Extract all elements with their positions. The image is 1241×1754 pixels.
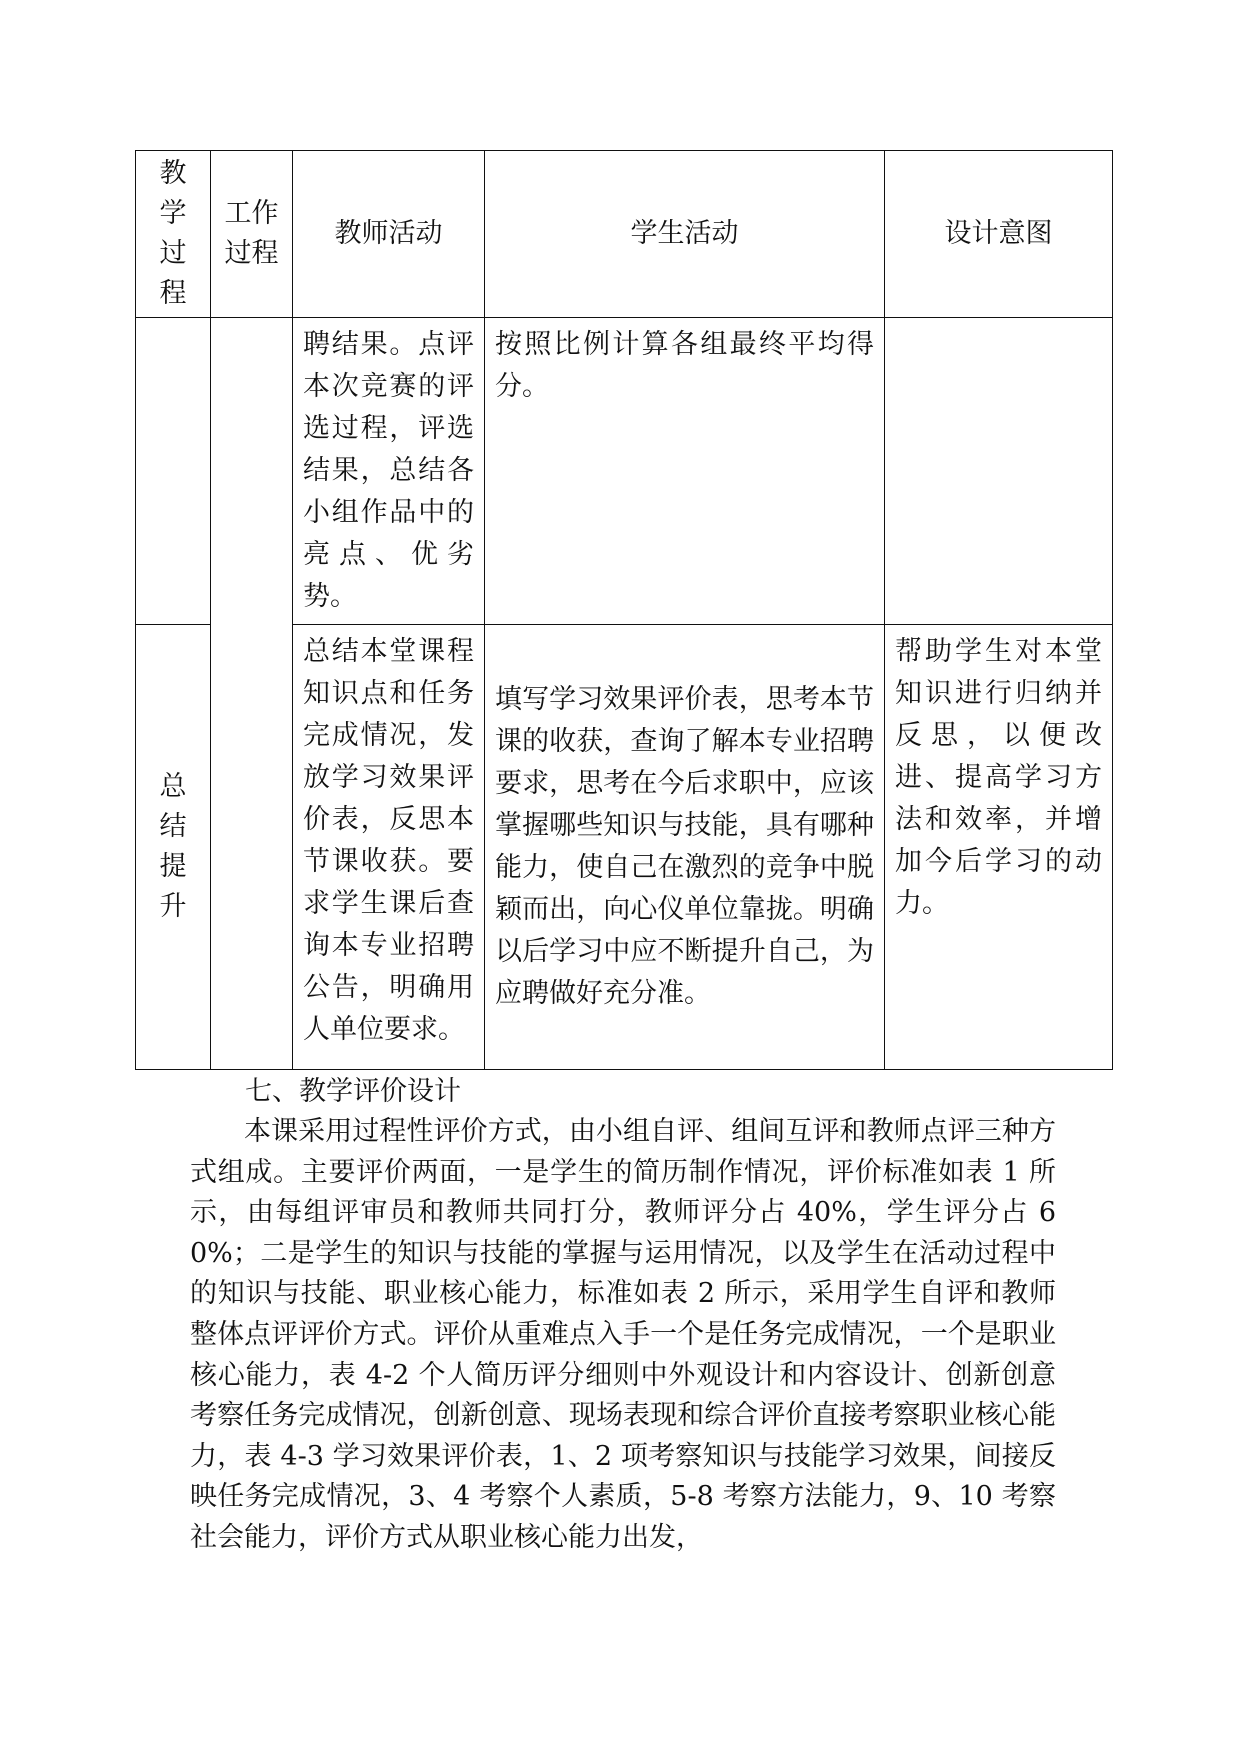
row1-design-intent (885, 318, 1113, 625)
section-paragraph: 本课采用过程性评价方式，由小组自评、组间互评和教师点评三种方式组成。主要评价两面，一是学生的简历制作情况，评价标准如表 1 所示，由每组评审员和教师共同打分，教师评分占 40%，学生评分占 60%；二是学生的知识与技能的掌握与运用情况，以及学生在活动过程中的知识与技能、职业核心能力，标准如表 2 所示，采用学生自评和教师整体点评评价方式。评价从重难点入手一个是任务完成情况，一个是职业核心能力，表 4-2 个人简历评分细则中外观设计和内容设计、创新创意考察任务完成情况，创新创意、现场表现和综合评价直接考察职业核心能力，表 4-3 学习效果评价表，1、2 项考察知识与技能学习效果，间接反映任务完成情况，3、4 考察个人素质，5-8 考察方法能力，9、10 考察社会能力，评价方式从职业核心能力出发， (190, 1116, 1056, 1553)
header-design-intent: 设计意图 (885, 151, 1113, 318)
row2-student-activity: 填写学习效果评价表，思考本节课的收获，查询了解本专业招聘要求，思考在今后求职中，应该掌握哪些知识与技能，具有哪种能力，使自己在激烈的竞争中脱颖而出，向心仪单位靠拢。明确以后学习中应不断提升自己，为应聘做好充分准。 (485, 625, 885, 1070)
row1-process-cell (136, 318, 211, 625)
table-row (136, 318, 1113, 625)
row2-design-intent: 帮助学生对本堂知识进行归纳并反思，以便改进、提高学习方法和效率，并增加今后学习的动力。 (885, 625, 1113, 1070)
row1-student-activity: 按照比例计算各组最终平均得分。 (485, 318, 885, 625)
header-teacher-activity: 教师活动 (293, 151, 485, 318)
table-header-row (136, 151, 1113, 318)
lesson-process-table (135, 150, 1113, 1070)
work-process-cell (211, 318, 293, 1070)
row1-teacher-activity: 聘结果。点评本次竞赛的评选过程，评选结果，总结各小组作品中的亮点、优劣势。 (293, 318, 485, 625)
section-heading: 七、教学评价设计 (245, 1076, 461, 1107)
header-teaching-process: 教学过程 (136, 151, 211, 318)
row2-process-cell: 总结提升 (136, 625, 211, 1070)
header-work-process: 工作过程 (211, 151, 293, 318)
row2-teacher-activity: 总结本堂课程知识点和任务完成情况，发放学习效果评价表，反思本节课收获。要求学生课后查询本专业招聘公告，明确用人单位要求。 (293, 625, 485, 1070)
header-student-activity: 学生活动 (485, 151, 885, 318)
